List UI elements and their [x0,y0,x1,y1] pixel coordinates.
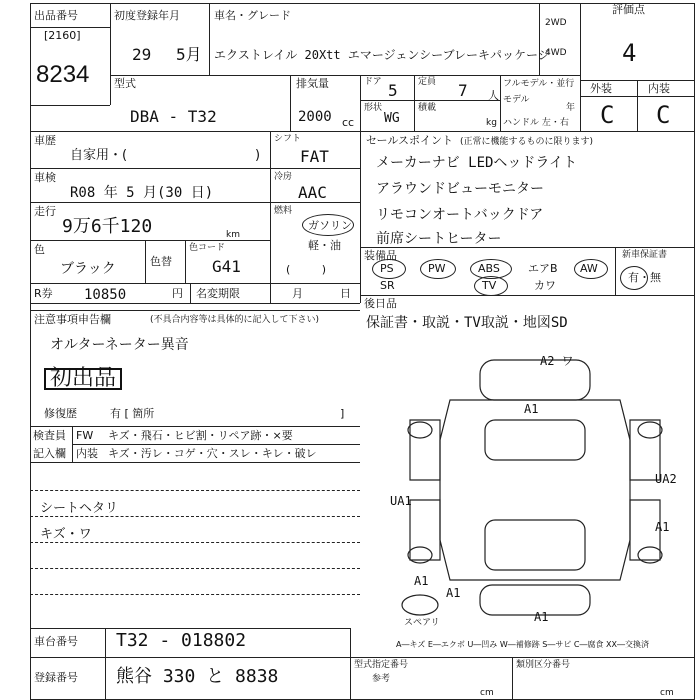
shift-label: シフト [274,134,302,144]
mark-hood: A1 [524,402,539,416]
handle-label: ハンドル 左・右 [503,118,569,128]
first-reg-month: 5月 [176,45,202,64]
exterior-label: 外装 [590,82,612,95]
footer-cm-1: cm [480,688,494,698]
drive-2wd: 2WD [545,18,567,28]
inspection-label: 車検 [34,171,56,184]
capacity-value: 7 [458,81,468,100]
fuel-label: 燃料 [274,206,293,216]
notes-text: オルターネーター異音 [50,337,189,353]
displacement-value: 2000 [298,109,332,125]
fuel-kei: 軽・油 [308,239,341,252]
chassis-value: T32 - 018802 [116,630,247,651]
car-label: 車名・グレード [214,9,291,22]
shift-value: FAT [300,147,329,166]
mileage-label: 走行 [34,205,56,218]
color-label: 色 [34,243,45,256]
equip-sr: SR [380,279,395,292]
score-value: 4 [622,39,637,67]
score-label: 評価点 [612,3,645,16]
mark-right-rear: A1 [655,520,670,534]
year-unit: 年 [566,103,576,113]
mark-left: UA1 [390,494,412,508]
interior-grade: C [656,101,671,129]
spare-label: スペアリ [404,618,440,628]
model-change-label: フルモデル・並行 [503,79,575,89]
fuel-paren: ( ) [286,263,327,276]
after-value: 保証書・取説・TV取説・地図SD [366,315,568,331]
load-unit: kg [486,118,497,128]
fuel-gas: ガソリン [308,219,352,232]
shape-label: 形状 [364,103,383,113]
capacity-label: 定員 [418,77,437,87]
mark-front: A2 ワ [540,354,574,368]
recycle-unit: 円 [172,287,183,300]
type-cert-ref: 参考 [372,674,391,684]
warranty-label: 新車保証書 [622,250,668,260]
drive-4wd: 4WD [545,48,567,58]
tv-circle [474,276,508,296]
sales-point-4: 前席シートヒーター [376,231,502,247]
history-label: 車歴 [34,134,56,147]
footer-cm-2: cm [660,688,674,698]
interior-label: 内装 [648,82,670,95]
sales-point-3: リモコンオートバックドア [376,207,544,223]
first-reg-label: 初度登録年月 [114,9,180,22]
notes-sublabel: (不具合内容等は具体的に記入して下さい) [150,315,320,325]
interior-check-label: 内装 [76,447,98,460]
car-name: エクストレイル 20Xtt エマージェンシーブレーキパッケージ [214,48,550,62]
model-sub-label: モデル [503,95,530,105]
lot-label: 出品番号 [34,9,78,22]
ac-label: 冷房 [274,172,293,182]
name-change-day: 日 [340,287,351,300]
ac-value: AAC [298,183,327,202]
equip-label: 装備品 [364,249,397,262]
recycle-value: 10850 [84,287,127,303]
name-change-label: 名変期限 [196,287,240,300]
equip-abs: ABS [478,262,500,275]
mark-left-rear-2: A1 [446,586,461,600]
equip-pw: PW [428,262,446,275]
equip-airbag: エアB [528,262,558,275]
type-cert-label: 型式指定番号 [354,660,409,670]
equip-aw: AW [580,262,598,275]
type-class-label: 類別区分番号 [516,660,571,670]
sales-point-2: アラウンドビューモニター [376,181,544,197]
mileage-value: 9万6千120 [62,216,153,237]
lot-number: 8234 [36,61,90,88]
shape-value: WG [384,111,400,126]
exterior-grade: C [600,101,615,129]
ps-circle [372,259,406,279]
equip-ps: PS [380,262,394,275]
reg-label: 登録番号 [34,671,78,684]
model-value: DBA - T32 [130,107,217,126]
sales-note: (正常に機能するものに限ります) [460,137,594,147]
fw-label: FW [76,429,94,442]
displacement-unit: cc [342,116,355,129]
recycle-label: R券 [34,287,53,300]
displacement-label: 排気量 [296,77,329,90]
repair-label: 修復歴 [44,407,77,420]
capacity-unit: 人 [488,89,499,102]
aw-circle [574,259,608,279]
chassis-label: 車台番号 [34,635,78,648]
color-value: ブラック [60,261,116,277]
mark-right-front: UA2 [655,472,677,486]
after-label: 後日品 [364,297,397,310]
history-value: 自家用・( [70,148,128,163]
equip-tv: TV [482,279,497,292]
load-label: 積載 [418,103,437,113]
pw-circle [420,259,456,279]
model-label: 型式 [114,77,136,90]
mark-left-rear-1: A1 [414,574,429,588]
interior-items: キズ・汚レ・コゲ・穴・スレ・キレ・破レ [108,447,317,460]
inspector-note-2: キズ・ワ [40,527,92,542]
doors-value: 5 [388,81,398,100]
color-code-label: 色コード [189,243,226,253]
first-reg-year: 29 [132,45,152,64]
mark-rear: A1 [534,610,549,624]
inspector-label-1: 検査員 [33,429,66,442]
equip-kawa: カワ [534,279,556,292]
fuel-gas-circle [302,214,354,236]
warranty-value: 有・無 [628,271,661,284]
inspector-label-2: 記入欄 [33,447,66,460]
notes-label: 注意事項申告欄 [34,313,111,326]
mileage-unit: km [226,230,240,240]
reg-value: 熊谷 330 と 8838 [116,666,279,687]
color-code-value: G41 [212,257,241,276]
repair-close: ] [340,407,345,420]
inspector-note-1: シートヘタリ [40,501,119,516]
repair-value: 有 [ 箇所 [110,407,155,420]
warranty-circle [620,266,648,290]
fw-items: キズ・飛石・ヒビ割・リペア跡・×要 [108,429,293,442]
sales-label: セールスポイント [366,134,454,147]
inspection-value: R08 年 5 月(30 日) [70,185,214,201]
doors-label: ドア [364,77,382,87]
first-listing: 初出品 [44,368,122,390]
lot-code: [2160] [44,29,81,42]
sales-point-1: メーカーナビ LEDヘッドライト [376,155,578,171]
name-change-month: 月 [292,287,303,300]
color-change-label: 色替 [150,255,172,268]
history-close: ) [255,148,261,163]
damage-legend: A―キズ E―エクボ U―凹み W―補修跡 S―サビ C―腐食 XX―交換済 [396,640,650,649]
